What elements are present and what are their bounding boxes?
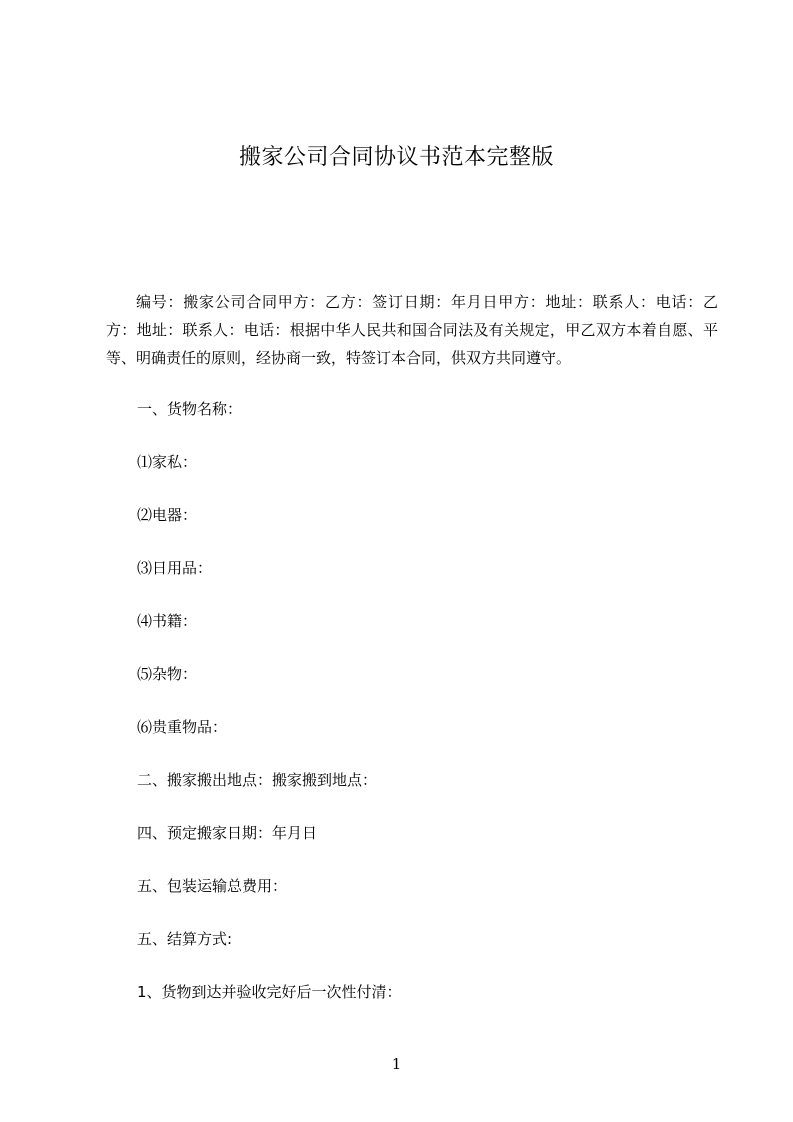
section-moving-locations: 二、搬家搬出地点：搬家搬到地点： <box>137 771 378 789</box>
section-settlement-method: 五、结算方式: <box>137 930 233 948</box>
item-miscellaneous: ⑸杂物： <box>137 665 198 683</box>
section-goods-name: 一、货物名称： <box>137 400 243 418</box>
item-books: ⑷书籍： <box>137 612 198 630</box>
item-furniture: ⑴家私： <box>137 453 198 471</box>
section-total-fee: 五、包装运输总费用： <box>137 877 288 895</box>
section-moving-date: 四、预定搬家日期：年月日 <box>137 824 318 842</box>
page-title: 搬家公司合同协议书范本完整版 <box>238 145 554 170</box>
settlement-item-1: 1、货物到达并验收完好后一次性付清： <box>137 983 402 1001</box>
item-appliances: ⑵电器： <box>137 506 198 524</box>
item-valuables: ⑹贵重物品： <box>137 718 228 736</box>
page-number: 1 <box>391 1055 402 1073</box>
intro-paragraph: 编号：搬家公司合同甲方：乙方：签订日期：年月日甲方：地址：联系人：电话：乙方：地址：联系人：电话：根据中华人民共和国合同法及有关规定，甲乙双方本着自愿、平等、明确责任的原则，经协商一致，特签订本合同，供双方共同遵守。 <box>106 293 718 367</box>
item-daily-goods: ⑶日用品： <box>137 559 213 577</box>
